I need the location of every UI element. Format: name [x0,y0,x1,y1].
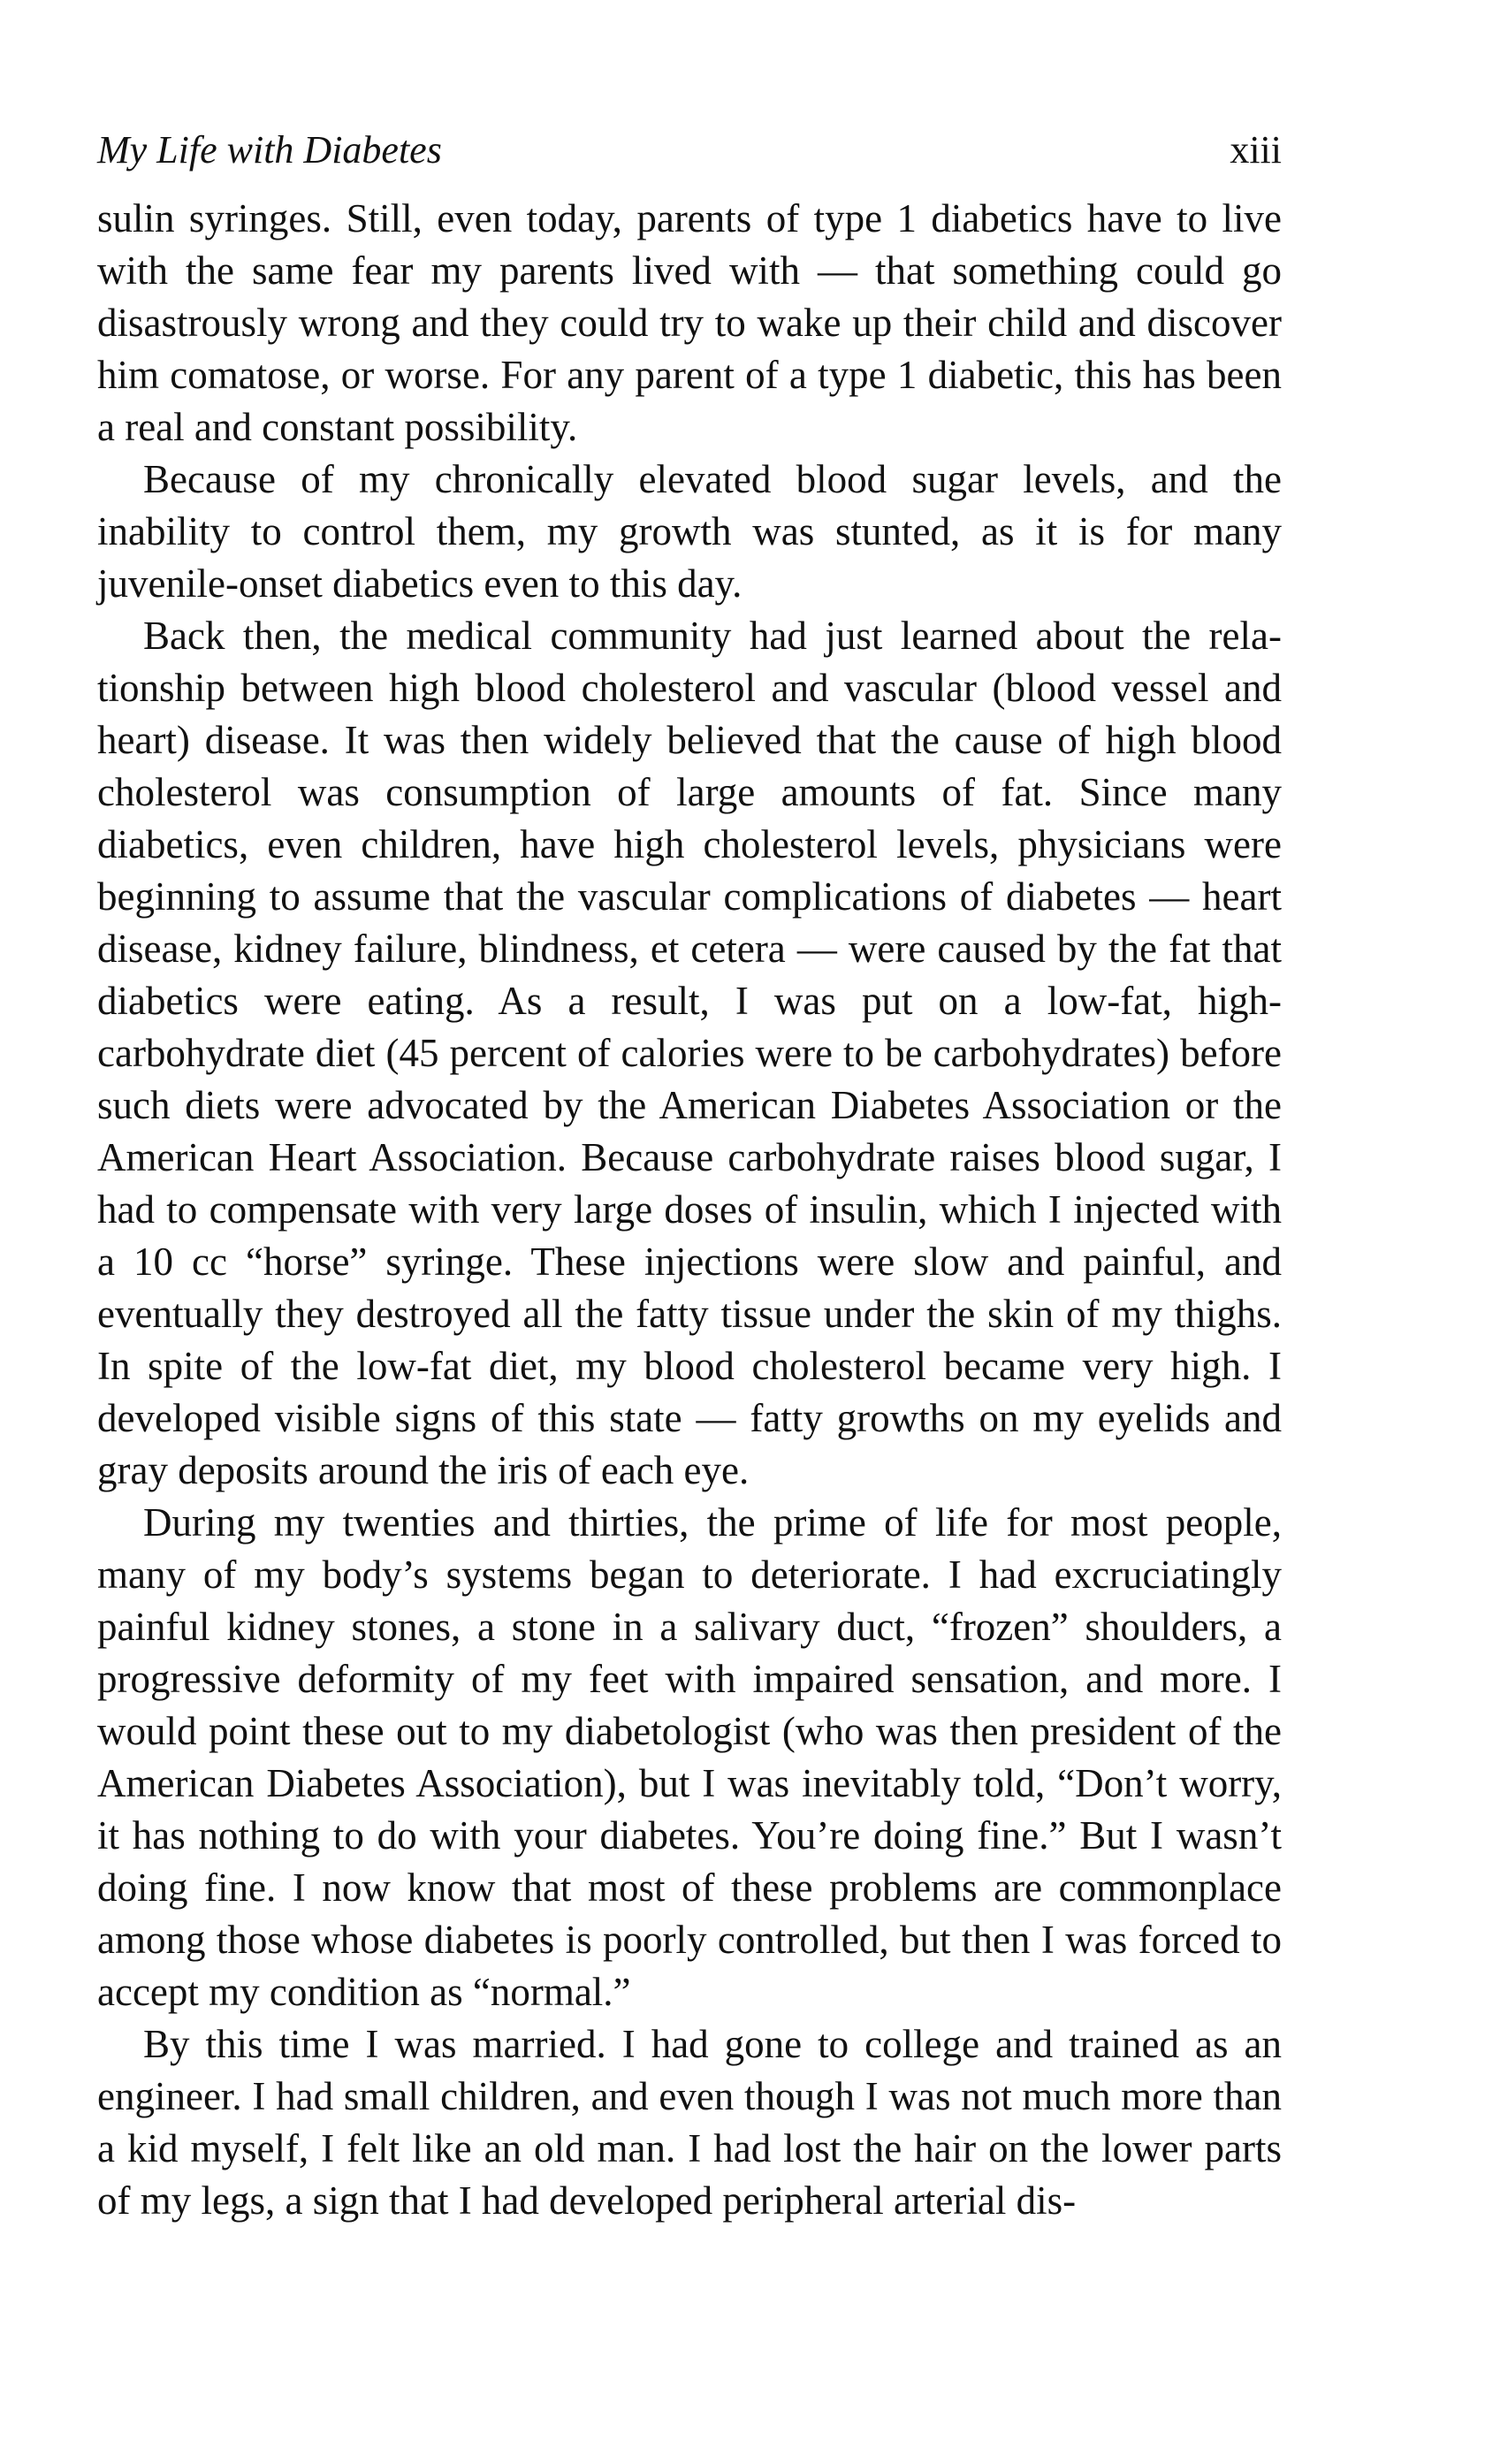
paragraph: During my twenties and thirties, the prime of life for most people, many of my body’s systems began to deteriorate. I had excruciatingly painful kidney stones, a stone in a salivary duct, “frozen” shoulders, a progressive deformity of my feet with impaired sensation, and more. I would point these out to my diabetologist (who was then president of the American Diabetes Association), but I was inevitably told, “Don’t worry, it has nothing to do with your diabetes. You’re doing fine.” But I wasn’t doing fine. I now know that most of these problems are commonplace among those whose diabetes is poorly controlled, but then I was forced to accept my condition as “normal.” [97,1500,1282,2014]
book-page [97,124,1282,2227]
paragraph: Back then, the medical community had just learned about the relationship between high blood cholesterol and vascular (blood vessel and heart) disease. It was then widely believed that the cause of high blood cholesterol was consumption of large amounts of fat. Since many diabetics, even children, have high cholesterol levels, physicians were beginning to assume that the vascular complications of diabetes — heart disease, kidney failure, blindness, et cetera — were caused by the fat that diabetics were eating. As a result, I was put on a low-fat, high-carbohydrate diet (45 percent of calories were to be carbohydrates) before such diets were advocated by the American Diabetes Association or the American Heart Association. Because carbohydrate raises blood sugar, I had to compensate with very large doses of insulin, which I injected with a 10 cc “horse” syringe. These injections were slow and painful, and eventually they destroyed all the fatty tissue under the skin of my thighs. In spite of the low-fat diet, my blood cholesterol became very high. I developed visible signs of this state — fatty growths on my eyelids and gray deposits around the iris of each eye. [97,614,1282,1492]
running-title: My Life with Diabetes [97,128,442,172]
page-number: xiii [1230,128,1282,172]
paragraph: By this time I was married. I had gone to college and trained as an engineer. I had small children, and even though I was not much more than a kid myself, I felt like an old man. I had lost the hair on the lower parts of my legs, a sign that I had developed peripheral arterial dis- [97,2022,1282,2223]
paragraph: Because of my chronically elevated blood sugar levels, and the inability to control them, my growth was stunted, as it is for many juvenile-onset diabetics even to this day. [97,457,1282,606]
body-text [97,193,1282,2227]
paragraph-continued: sulin syringes. Still, even today, parents of type 1 diabetics have to live with the same fear my parents lived with — that something could go disastrously wrong and they could try to wake up their child and discover him comatose, or worse. For any parent of a type 1 diabetic, this has been a real and constant possibility. [97,196,1282,449]
running-head [97,124,1282,177]
